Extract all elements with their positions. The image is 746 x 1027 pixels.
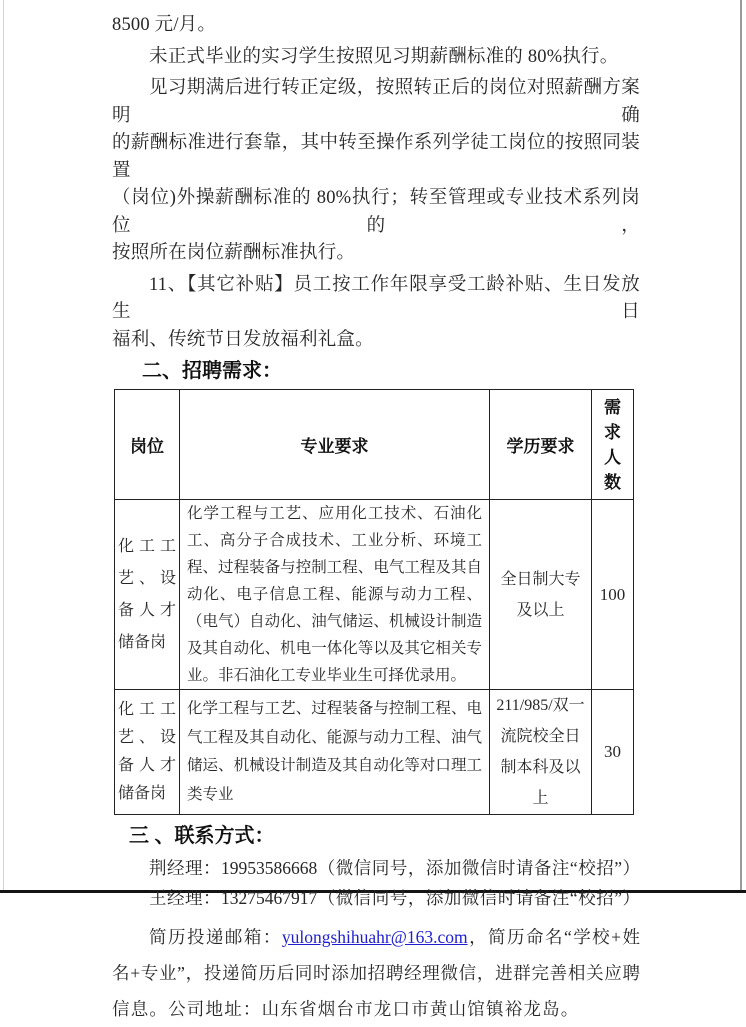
intro-line: 8500 元/月。: [112, 15, 217, 35]
header-education: 学历要求: [490, 390, 592, 500]
closing-line-2: 信息。公司地址：山东省烟台市龙口市黄山馆镇裕龙岛。: [112, 999, 580, 1019]
major-cell: 化学工程与工艺、过程装备与控制工程、电气工程及其自动化、能源与动力工程、油气储运、机械设计制造及其自动化等对口理工类专业: [180, 690, 490, 815]
section-2-heading: 二、招聘需求：: [142, 360, 282, 382]
closing-line-1: 名+专业”，投递简历后同时添加招聘经理微信，进群完善相关应聘: [112, 963, 640, 983]
major-cell: 化学工程与工艺、应用化工技术、石油化工、高分子合成技术、工业分析、环境工程、过程装备与控制工程、电气工程及其自动化、电子信息工程、能源与动力工程、（电气）自动化、油气储运、机械设计制造及其自动化、机电一体化等以及其它相关专业。非石油化工专业毕业生可择优录用。: [180, 500, 490, 690]
position-cell: 化工工艺、设备人才储备岗: [115, 690, 180, 815]
intro-line: （岗位)外操薪酬标准的 80%执行；转至管理或专业技术系列岗位的，: [112, 188, 640, 236]
resume-instructions: [112, 919, 640, 1027]
education-cell: 全日制大专及以上: [490, 500, 592, 690]
header-headcount-label: 需求人数: [604, 397, 621, 492]
intro-line: 未正式毕业的实习学生按照见习期薪酬标准的 80%执行。: [149, 46, 619, 67]
header-major: 专业要求: [180, 390, 490, 500]
table-row: [115, 500, 634, 690]
email-prefix: 简历投递邮箱：: [149, 927, 282, 947]
education-cell: 211/985/双一流院校全日制本科及以上: [490, 690, 592, 815]
headcount-cell: 100: [592, 500, 634, 690]
headcount-cell: 30: [592, 690, 634, 815]
intro-line: 见习期满后进行转正定级，按照转正后的岗位对照薪酬方案明确: [112, 78, 640, 126]
email-suffix: ，简历命名“学校+姓: [467, 927, 641, 947]
recruitment-table: [114, 389, 634, 815]
contact-line-jing: 荆经理：19953586668（微信同号，添加微信时请备注“校招”）: [149, 858, 640, 878]
intro-paragraph-1: [112, 12, 640, 40]
header-headcount: [592, 390, 634, 500]
table-row: [115, 690, 634, 815]
document-page: [112, 12, 640, 1027]
page-edge-right: [740, 0, 742, 891]
intro-line: 11、【其它补贴】员工按工作年限享受工龄补贴、生日发放生日: [112, 274, 640, 322]
table-header-row: [115, 390, 634, 500]
page-edge-left: [3, 0, 4, 891]
intro-line: 福利、传统节日发放福利礼盒。: [112, 329, 374, 350]
intro-line: 的薪酬标准进行套靠，其中转至操作系列学徒工岗位的按照同装置: [112, 133, 640, 181]
email-link[interactable]: yulongshihuahr@163.com: [281, 927, 468, 947]
contact-line-wang: 王经理：13275467917（微信同号，添加微信时请备注“校招”）: [149, 888, 640, 908]
header-position: 岗位: [115, 390, 180, 500]
position-cell: 化工工艺、设备人才储备岗: [115, 500, 180, 690]
resume-email-line: [112, 919, 640, 955]
intro-paragraph-4: [112, 272, 640, 355]
intro-paragraph-2: [112, 44, 640, 72]
intro-paragraph-3: [112, 75, 640, 268]
intro-line: 按照所在岗位薪酬标准执行。: [112, 243, 356, 263]
section-3-heading: 三 、联系方式：: [129, 825, 275, 847]
